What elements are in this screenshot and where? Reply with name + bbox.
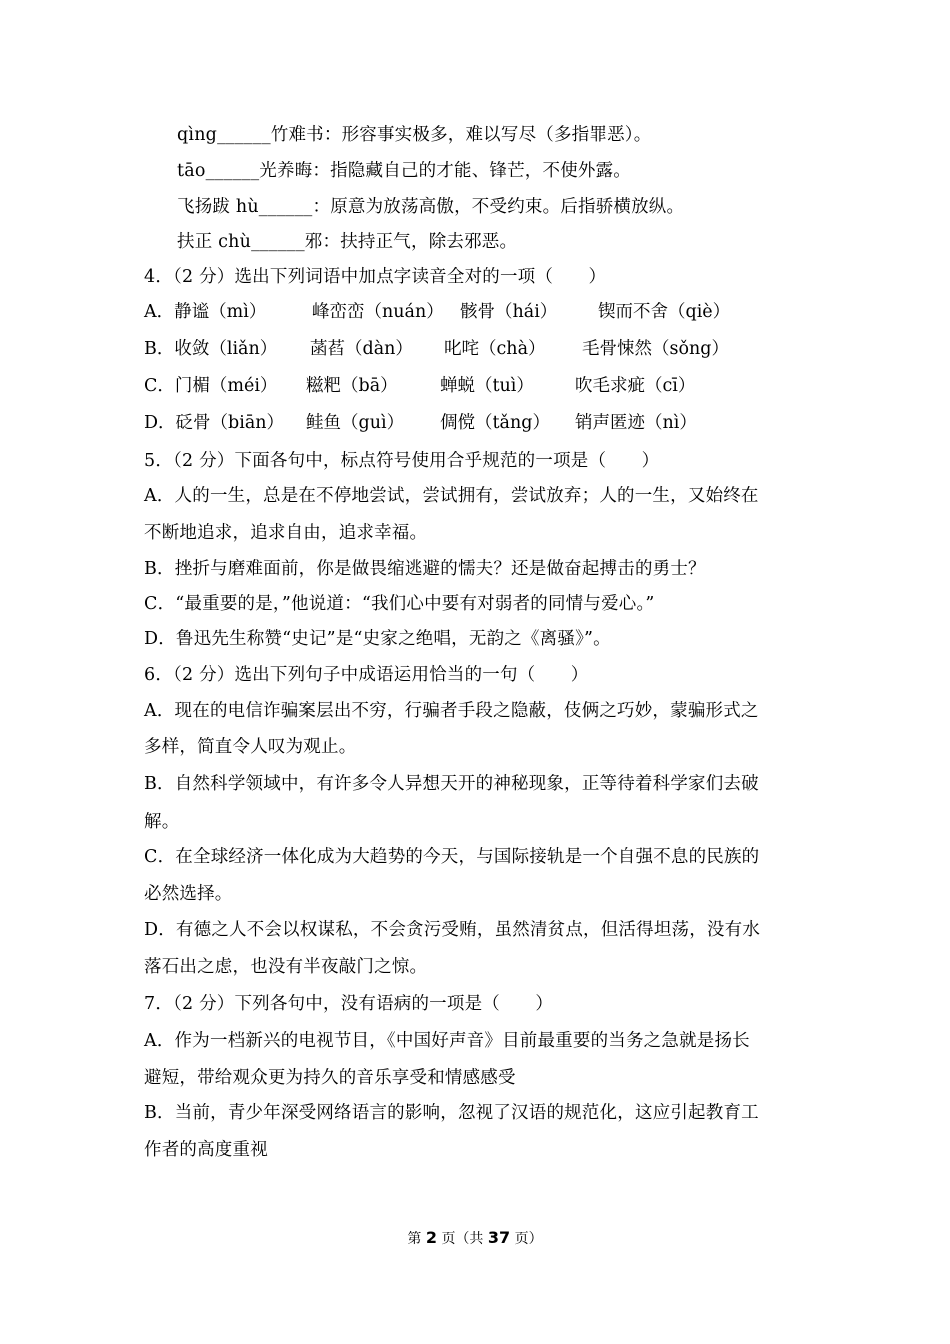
fill-blank-line: tāo______光养晦：指隐藏自己的才能、锋芒，不使外露。 <box>177 161 631 181</box>
q7-line: 作者的高度重视 <box>144 1140 268 1160</box>
q4-option-b-1: B．收敛（liǎn） <box>144 339 278 359</box>
q5-line: C．“最重要的是，”他说道：“我们心中要有对弱者的同情与爱心。” <box>144 594 655 614</box>
q4-option-d-1: D．砭骨（biān） <box>144 413 285 433</box>
footer-prefix: 第 <box>407 1231 422 1247</box>
q6-line: A．现在的电信诈骗案层出不穷，行骗者手段之隐蔽，伎俩之巧妙，蒙骗形式之 <box>144 701 759 721</box>
footer-suffix: 页） <box>514 1231 543 1247</box>
q4-option-c-2: 糍粑（bā） <box>306 376 398 396</box>
q6-line: B．自然科学领域中，有许多令人异想天开的神秘现象，正等待着科学家们去破 <box>144 774 759 794</box>
q6-line: 解。 <box>144 812 180 832</box>
q4-option-b-4: 毛骨悚然（sǒng） <box>582 339 729 359</box>
fill-blank-line: qìng______竹难书：形容事实极多，难以写尽（多指罪恶）。 <box>177 125 652 145</box>
q4-option-b-3: 叱咤（chà） <box>444 339 546 359</box>
fill-blank-line: 扶正 chù______邪：扶持正气，除去邪恶。 <box>177 232 518 252</box>
q6-line: 落石出之虑，也没有半夜敲门之惊。 <box>144 957 428 977</box>
q7-line: 避短，带给观众更为持久的音乐享受和情感感受 <box>144 1068 516 1088</box>
q4-option-a-3: 骸骨（hái） <box>460 302 558 322</box>
q5-line: B．挫折与磨难面前，你是做畏缩逃避的懦夫？还是做奋起搏击的勇士？ <box>144 559 706 579</box>
footer-total-pages: 37 <box>487 1228 511 1247</box>
q4-option-b-2: 菡萏（dàn） <box>310 339 413 359</box>
q4-option-a-4: 锲而不舍（qiè） <box>598 302 731 322</box>
q4-option-c-3: 蝉蜕（tuì） <box>440 376 534 396</box>
page-footer <box>0 1228 950 1249</box>
q4-option-c-1: C．门楣（méi） <box>144 376 278 396</box>
q4-option-d-4: 销声匿迹（nì） <box>575 413 697 433</box>
question-7-stem: 7．（2 分）下列各句中，没有语病的一项是（ ） <box>144 994 554 1014</box>
q5-line: 不断地追求，追求自由，追求幸福。 <box>144 523 428 543</box>
q7-line: B．当前，青少年深受网络语言的影响，忽视了汉语的规范化，这应引起教育工 <box>144 1103 759 1123</box>
q4-option-d-3: 倜傥（tǎng） <box>440 413 550 433</box>
footer-page-number: 2 <box>425 1228 437 1247</box>
question-5-stem: 5．（2 分）下面各句中，标点符号使用合乎规范的一项是（ ） <box>144 451 660 471</box>
footer-mid: 页（共 <box>441 1231 484 1247</box>
q7-line: A．作为一档新兴的电视节目，《中国好声音》目前最重要的当务之急就是扬长 <box>144 1031 750 1051</box>
q5-line: A．人的一生，总是在不停地尝试，尝试拥有，尝试放弃；人的一生，又始终在 <box>144 486 759 506</box>
q4-option-d-2: 鲑鱼（guì） <box>306 413 405 433</box>
q4-option-c-4: 吹毛求疵（cī） <box>575 376 696 396</box>
q6-line: C．在全球经济一体化成为大趋势的今天，与国际接轨是一个自强不息的民族的 <box>144 847 760 867</box>
q6-line: 多样，简直令人叹为观止。 <box>144 737 357 757</box>
q4-option-a-1: A．静谧（mì） <box>144 302 267 322</box>
q6-line: 必然选择。 <box>144 884 233 904</box>
q4-option-a-2: 峰峦峦（nuán） <box>312 302 444 322</box>
q6-line: D．有德之人不会以权谋私，不会贪污受贿，虽然清贫点，但活得坦荡，没有水 <box>144 920 761 940</box>
question-4-stem: 4．（2 分）选出下列词语中加点字读音全对的一项（ ） <box>144 267 607 287</box>
q5-line: D．鲁迅先生称赞“史记”是“史家之绝唱，无韵之《离骚》”。 <box>144 629 611 649</box>
question-6-stem: 6．（2 分）选出下列句子中成语运用恰当的一句（ ） <box>144 665 589 685</box>
fill-blank-line: 飞扬跋 hù______：原意为放荡高傲，不受约束。后指骄横放纵。 <box>177 197 685 217</box>
